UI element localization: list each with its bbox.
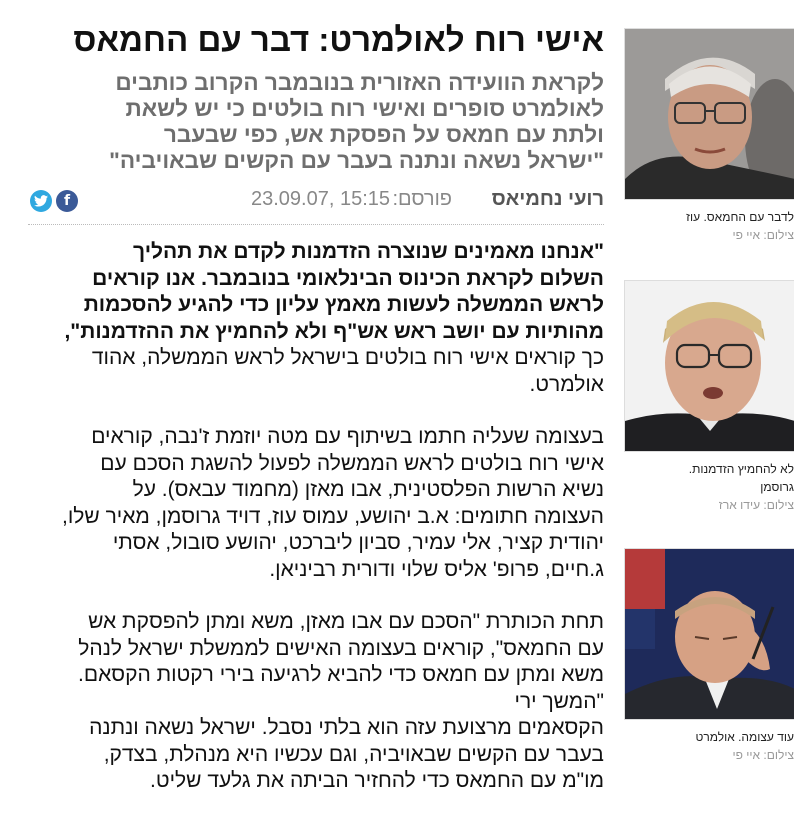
twitter-icon[interactable] <box>30 190 52 212</box>
photo-caption <box>618 208 794 244</box>
body-line: העצומה חתומים: א.ב יהושע, עמוס עוז, דויד גרוסמן, מאיר שלו, <box>61 504 604 528</box>
byline <box>28 186 604 216</box>
photo-caption <box>618 728 794 764</box>
caption-credit: צילום: איי פי <box>732 748 794 762</box>
body-line: יהודית קציר, אלי עמיר, סביון ליברכט, יהושע סובול, אסתי <box>112 531 604 554</box>
subhead <box>28 70 604 174</box>
photo-grossman[interactable] <box>624 280 794 452</box>
subhead-line: לקראת הוועידה האזורית בנובמבר הקרוב כותבים <box>115 70 604 95</box>
body-line: בעבר עם הקשים שבאויביה, וגם עכשיו היא מנהלת, בצדק, <box>103 742 604 766</box>
caption-credit: צילום: איי פי <box>732 228 794 242</box>
paragraph <box>28 609 604 795</box>
body-line: משא ומתן עם חמאס כדי להביא לרגיעה בירי רקטות הקסאם. <box>78 663 604 686</box>
body-line: בעצומה שעליה חתמו בשיתוף עם מטה יוזמת ז'נבה, קוראים <box>91 425 604 448</box>
photo-oz[interactable] <box>624 28 794 200</box>
body-line: השלום לקראת הכינוס הבינלאומי בנובמבר. אנו קוראים <box>92 266 604 290</box>
article-body <box>28 239 604 795</box>
body-line: כך קוראים אישי רוח בולטים בישראל לראש הממשלה, אהוד <box>91 346 604 369</box>
body-line: "אנחנו מאמינים שנוצרה הזדמנות לקדם את תהליך <box>133 240 604 263</box>
photo-olmert[interactable] <box>624 548 794 720</box>
headline: אישי רוח לאולמרט: דבר עם החמאס <box>73 21 604 58</box>
body-line: מהותיות עם יושב ראש אש"ף ולא להחמיץ את ההזדמנות", <box>64 319 604 343</box>
paragraph <box>28 239 604 398</box>
body-line: תחת הכותרת "הסכם עם אבו מאזן, משא ומתן להפסקת אש <box>88 610 604 633</box>
publish-date: 23.09.07, 15:15 <box>250 188 390 210</box>
sidebar <box>618 0 794 800</box>
body-line: נשיא הרשות הפלסטינית, אבו מאזן (מחמוד עבאס). על <box>132 478 604 501</box>
caption-text: עוד עצומה. אולמרט <box>695 730 794 744</box>
facebook-icon[interactable]: f <box>56 190 78 212</box>
body-line: הקסאמים מרצועת עזה הוא בלתי נסבל. ישראל נשאה ונתנה <box>89 716 604 739</box>
caption-text: לא להחמיץ הזדמנות. <box>688 462 794 476</box>
divider <box>28 224 604 225</box>
body-line: אולמרט. <box>529 372 604 396</box>
published-label: פורסם: <box>392 188 452 210</box>
paragraph <box>28 424 604 583</box>
subhead-line: ולתת עם חמאס על הפסקת אש, כפי שבעבר <box>163 122 604 147</box>
body-line: לראש הממשלה לעשות מאמץ עליון כדי להגיע להסכמות <box>83 293 604 316</box>
caption-credit: צילום: עידו ארז <box>718 498 794 512</box>
body-line: מו"מ עם החמאס כדי להחזיר הביתה את גלעד שליט. <box>150 769 604 792</box>
body-line: אישי רוח בולטים לראש הממשלה לפעול להשגת הסכם עם <box>100 451 604 475</box>
subhead-line: "ישראל נשאה ונתנה בעבר עם הקשים שבאויביה" <box>109 148 604 173</box>
caption-text: לדבר עם החמאס. עוז <box>686 210 794 224</box>
subhead-line: לאולמרט סופרים ואישי רוח בולטים כי יש לשאת <box>125 96 604 121</box>
body-line: עם החמאס", קוראים בעצומה האישים לממשלת ישראל לנהל <box>78 636 604 660</box>
body-line: "המשך ירי <box>514 689 604 713</box>
photo-caption <box>618 460 794 514</box>
social-share <box>30 190 78 212</box>
caption-text: גרוסמן <box>760 480 794 494</box>
author-name[interactable]: רועי נחמיאס <box>491 188 604 210</box>
article <box>28 18 604 821</box>
body-line: ג.חיים, פרופ' אליס שלוי ודורית רביניאן. <box>269 557 604 581</box>
